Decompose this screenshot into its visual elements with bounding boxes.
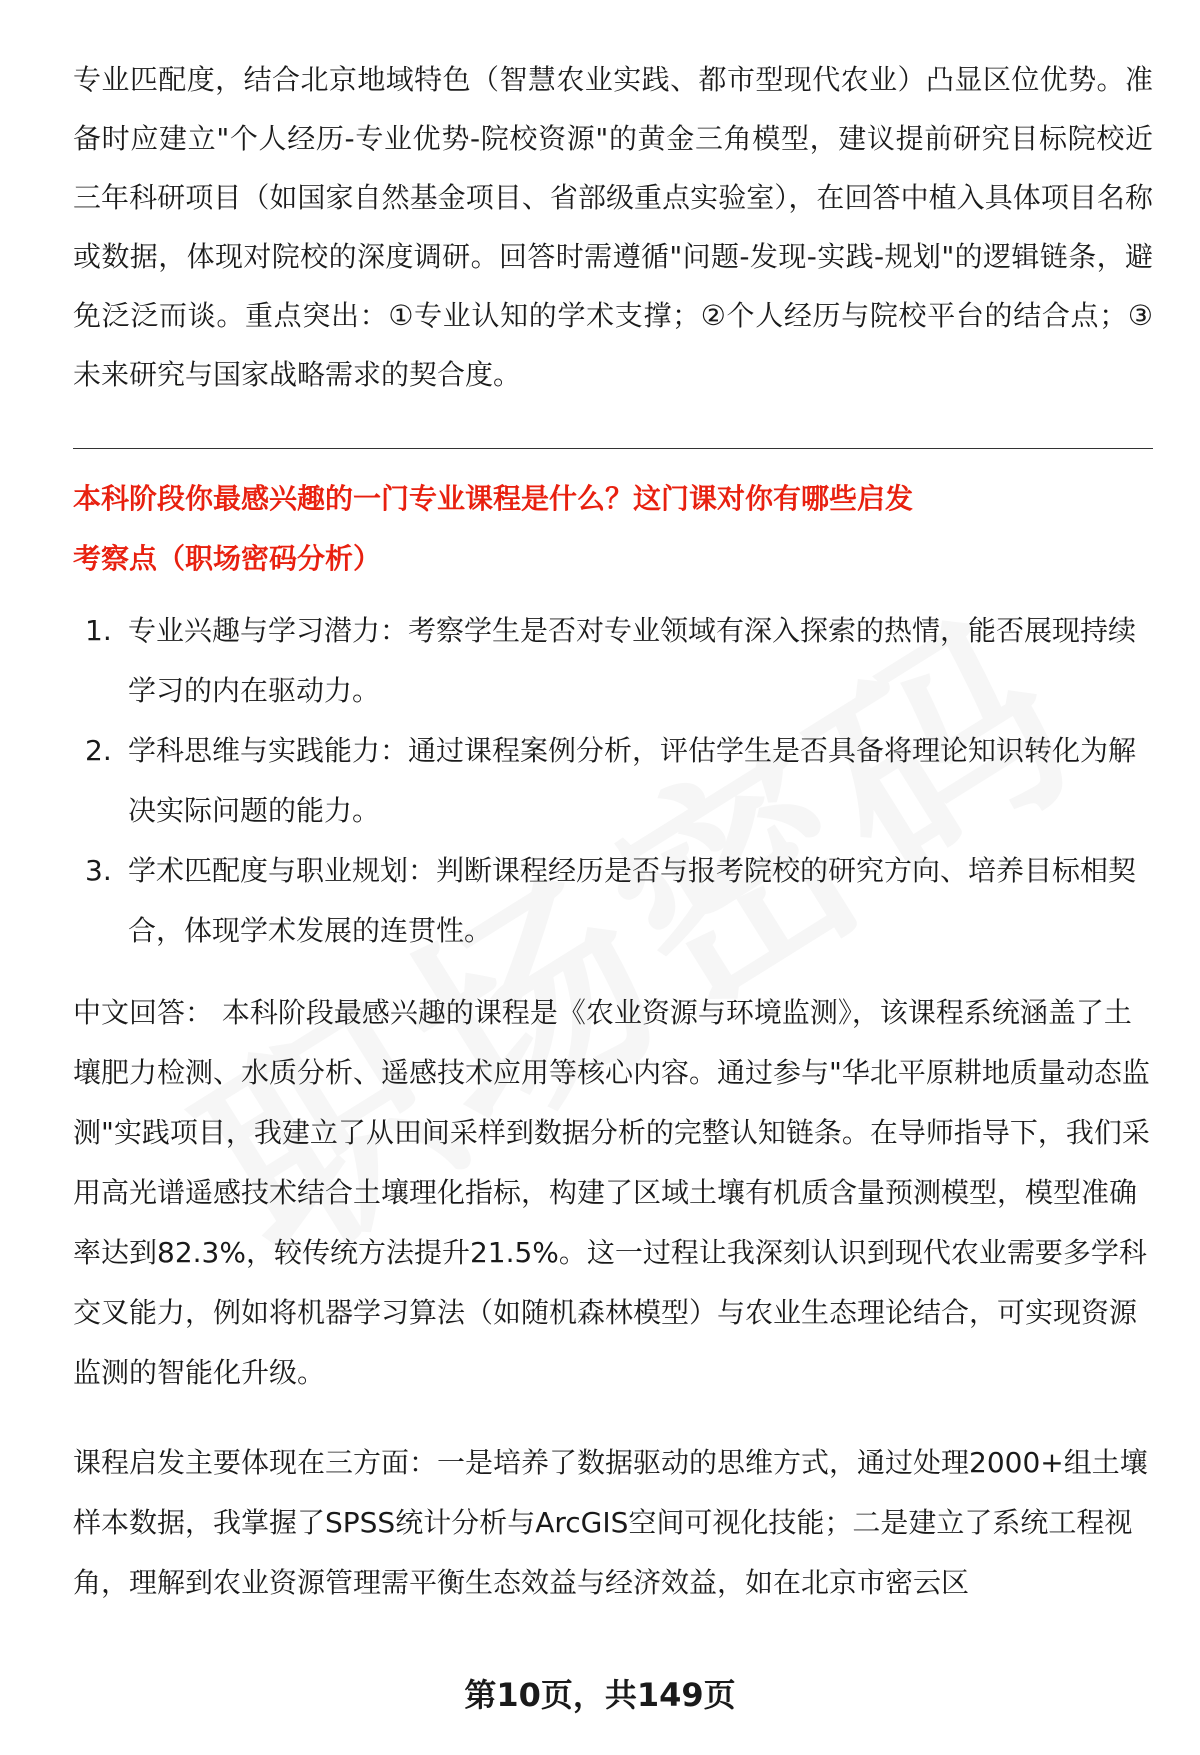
list-item-number: 2. [85, 734, 112, 767]
document-page [73, 50, 1153, 1613]
question-heading: 本科阶段你最感兴趣的一门专业课程是什么？这门课对你有哪些启发 [73, 482, 914, 515]
list-item [73, 721, 1153, 841]
list-item [73, 841, 1153, 961]
page-number-footer: 第10页，共149页 [464, 1676, 736, 1714]
answer-paragraph: 课程启发主要体现在三方面：一是培养了数据驱动的思维方式，通过处理2000+组土壤样本数据，我掌握了SPSS统计分析与ArcGIS空间可视化技能；二是建立了系统工程视角，理解到农业资源管理需平衡生态效益与经济效益，如在北京市密云区 [73, 1446, 1148, 1599]
analysis-points-list [73, 601, 1153, 961]
list-item-number: 3. [85, 854, 112, 887]
list-item-text: 学科思维与实践能力：通过课程案例分析，评估学生是否具备将理论知识转化为解决实际问题的能力。 [128, 734, 1137, 827]
intro-paragraph: 专业匹配度，结合北京地域特色（智慧农业实践、都市型现代农业）凸显区位优势。准备时应建立"个人经历-专业优势-院校资源"的黄金三角模型，建议提前研究目标院校近三年科研项目（如国家自然基金项目、省部级重点实验室），在回答中植入具体项目名称或数据，体现对院校的深度调研。回答时需遵循"问题-发现-实践-规划"的逻辑链条，避免泛泛而谈。重点突出：①专业认知的学术支撑；②个人经历与院校平台的结合点；③未来研究与国家战略需求的契合度。 [73, 63, 1153, 391]
list-item-number: 1. [85, 614, 112, 647]
answer-paragraph: 中文回答： 本科阶段最感兴趣的课程是《农业资源与环境监测》，该课程系统涵盖了土壤肥力检测、水质分析、遥感技术应用等核心内容。通过参与"华北平原耕地质量动态监测"实践项目，我建立了从田间采样到数据分析的完整认知链条。在导师指导下，我们采用高光谱遥感技术结合土壤理化指标，构建了区域土壤有机质含量预测模型，模型准确率达到82.3%，较传统方法提升21.5%。这一过程让我深刻认识到现代农业需要多学科交叉能力，例如将机器学习算法（如随机森林模型）与农业生态理论结合，可实现资源监测的智能化升级。 [73, 996, 1150, 1389]
list-item [73, 601, 1153, 721]
section-divider [73, 448, 1153, 449]
list-item-text: 专业兴趣与学习潜力：考察学生是否对专业领域有深入探索的热情，能否展现持续学习的内在驱动力。 [128, 614, 1137, 707]
list-item-text: 学术匹配度与职业规划：判断课程经历是否与报考院校的研究方向、培养目标相契合，体现学术发展的连贯性。 [128, 854, 1137, 947]
analysis-label: 考察点（职场密码分析） [73, 542, 382, 575]
